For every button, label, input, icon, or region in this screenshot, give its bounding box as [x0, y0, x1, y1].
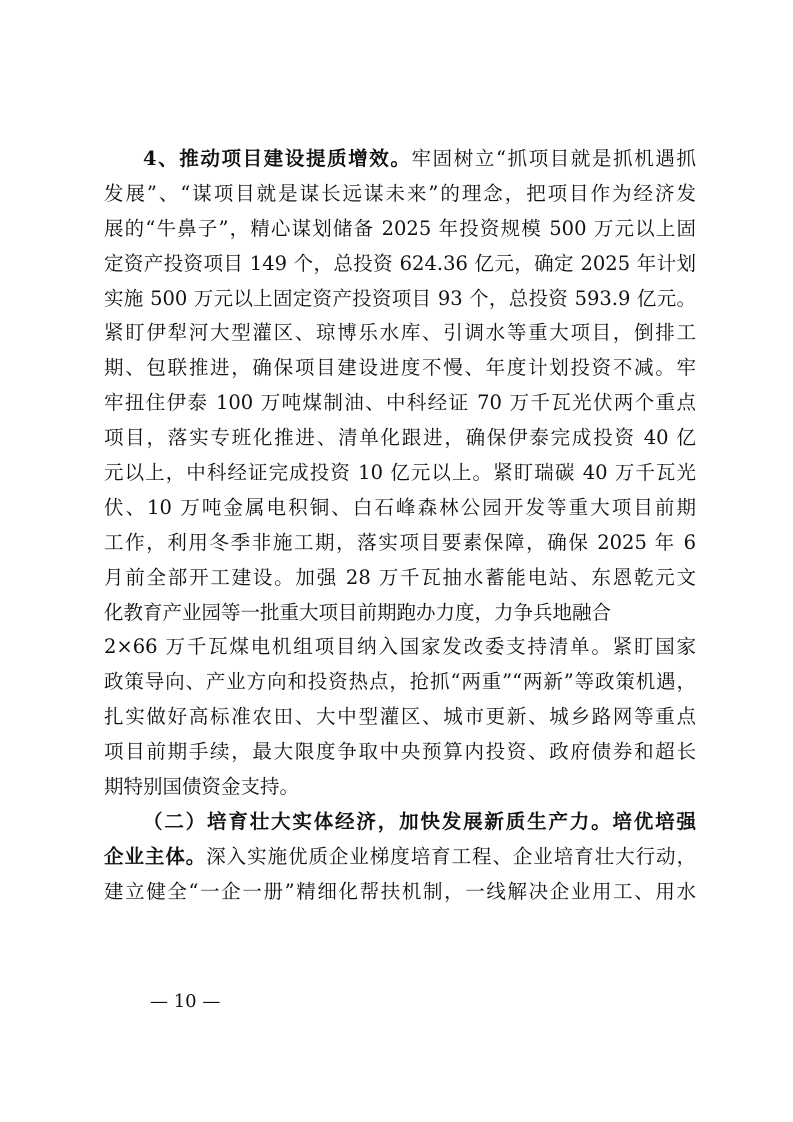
text-line — [104, 421, 696, 456]
line-text: 期特别国债资金支持。 — [104, 775, 300, 799]
section-heading-line — [104, 805, 696, 840]
text-line — [104, 875, 696, 910]
line-text: 扎实做好高标准农田、大中型灌区、城市更新、城乡路网等重点 — [104, 705, 696, 729]
text-line — [104, 526, 696, 561]
line-text: 化教育产业园等一批重大项目前期跑办力度，力争兵地融合 — [104, 600, 612, 624]
text-line — [104, 247, 696, 282]
line-text: 牢扭住伊泰 100 万吨煤制油、中科经证 70 万千瓦光伏两个重点 — [104, 391, 696, 415]
line-text: 项目，落实专班化推进、清单化跟进，确保伊泰完成投资 40 亿 — [104, 426, 696, 450]
text-line — [104, 282, 696, 317]
text-line — [104, 316, 696, 351]
text-line — [104, 386, 696, 421]
line-text: 牢固树立“抓项目就是抓机遇抓 — [411, 147, 696, 170]
bold-heading: 4、推动项目建设提质增效。 — [143, 147, 412, 170]
line-text: 建立健全“一企一册”精细化帮扶机制，一线解决企业用工、用水 — [104, 879, 696, 903]
line-text: 期、包联推进，确保项目建设进度不慢、年度计划投资不减。牢 — [104, 356, 696, 380]
text-line — [104, 456, 696, 491]
text-line — [104, 212, 696, 247]
line-text: 展的“牛鼻子”，精心谋划储备 2025 年投资规模 500 万元以上固 — [104, 216, 696, 240]
line-text: 深入实施优质企业梯度培育工程、企业培育壮大行动， — [206, 844, 696, 868]
line-text: 发展”、“谋项目就是谋长远谋未来”的理念，把项目作为经济发 — [104, 181, 696, 205]
line-text: 实施 500 万元以上固定资产投资项目 93 个，总投资 593.9 亿元。 — [104, 286, 696, 310]
text-line — [104, 770, 696, 805]
bold-heading: 企业主体。 — [104, 844, 207, 868]
text-line — [104, 630, 696, 665]
text-line — [104, 596, 696, 631]
section-heading: （二）培育壮大实体经济，加快发展新质生产力。培优培强 — [143, 809, 696, 833]
text-line — [104, 491, 696, 526]
line-text: 政策导向、产业方向和投资热点，抢抓“两重”“两新”等政策机遇， — [104, 670, 696, 694]
line-text: 项目前期手续，最大限度争取中央预算内投资、政府债券和超长 — [104, 740, 696, 764]
line-text: 2×66 万千瓦煤电机组项目纳入国家发改委支持清单。紧盯国家 — [104, 635, 696, 659]
line-text: 定资产投资项目 149 个，总投资 624.36 亿元，确定 2025 年计划 — [104, 251, 696, 275]
text-line — [104, 351, 696, 386]
text-line — [104, 700, 696, 735]
line-text: 伏、10 万吨金属电积铜、白石峰森林公园开发等重大项目前期 — [104, 495, 696, 519]
text-line — [104, 142, 696, 177]
text-line — [104, 177, 696, 212]
line-text: 月前全部开工建设。加强 28 万千瓦抽水蓄能电站、东恩乾元文 — [104, 565, 696, 589]
text-line — [104, 735, 696, 770]
line-text: 紧盯伊犁河大型灌区、琼博乐水库、引调水等重大项目，倒排工 — [104, 321, 696, 345]
line-text: 元以上，中科经证完成投资 10 亿元以上。紧盯瑞碳 40 万千瓦光 — [104, 461, 696, 485]
text-line — [104, 561, 696, 596]
page-number: — 10 — — [150, 991, 221, 1012]
text-line — [104, 665, 696, 700]
document-body — [104, 142, 696, 910]
text-line — [104, 840, 696, 875]
line-text: 工作，利用冬季非施工期，落实项目要素保障，确保 2025 年 6 — [104, 530, 696, 554]
